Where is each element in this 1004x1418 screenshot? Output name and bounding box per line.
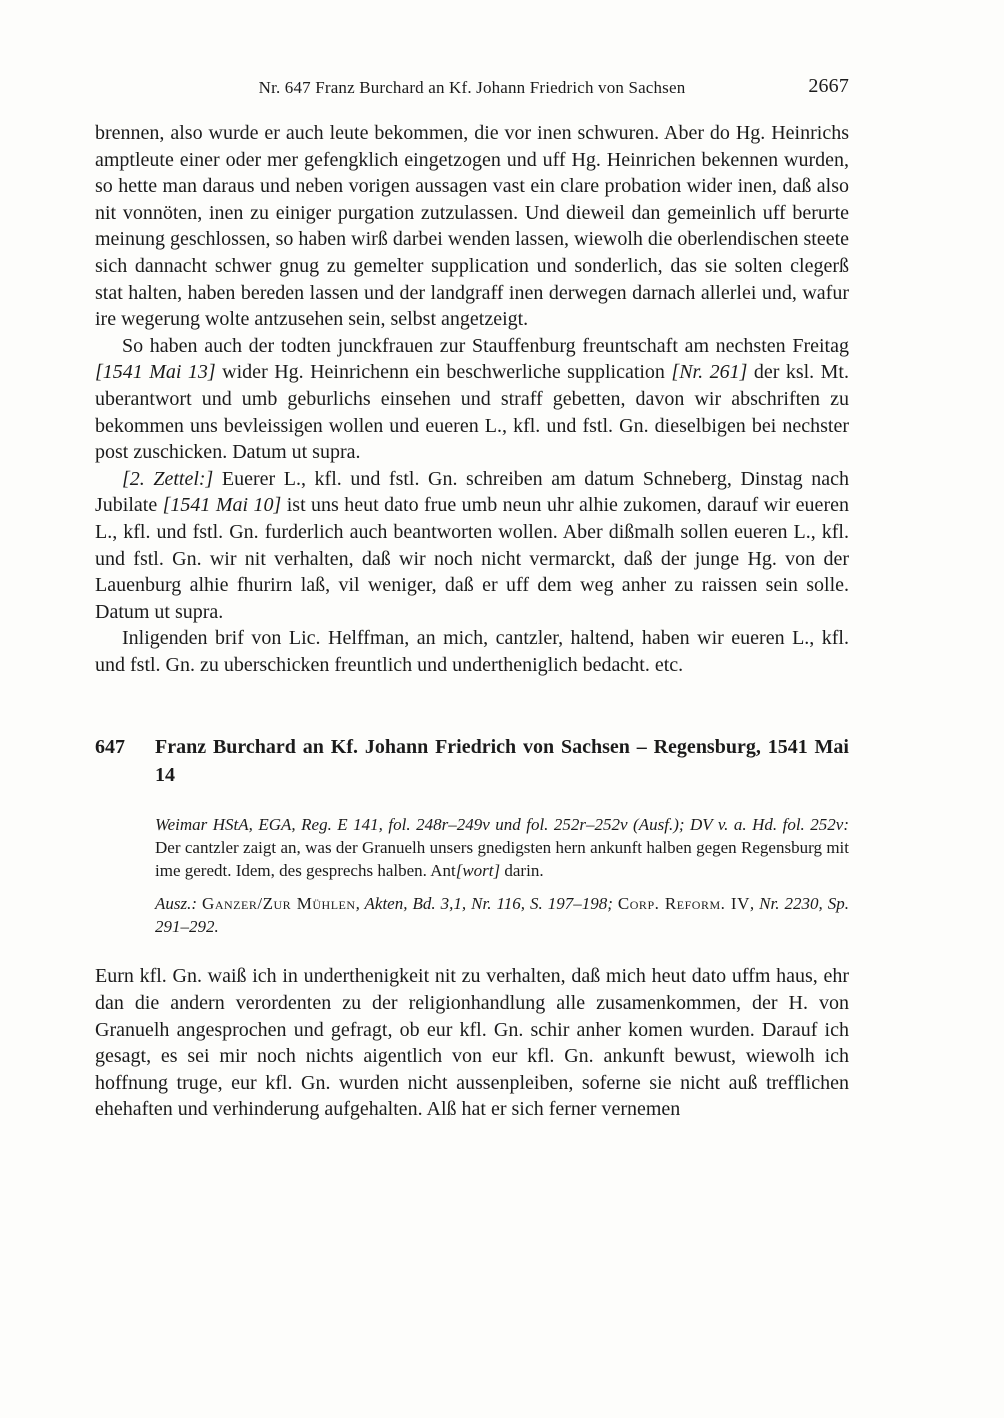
letter-text: Eurn kfl. Gn. waiß ich in underthenigkeit nit zu verhalten, daß mich heut dato uffm haus, ehr dan die andern verordenten zu der religionhandlung alle zusamenkommen, der H. von Granuelh angesprochen und gefragt, ob eur kfl. Gn. schir anher komen wurden. Darauf ich gesagt, es sei mir noch nichts aigentlich von eur kfl. Gn. ankunft bewust, wiewolh ich hoffnung truge, eur kfl. Gn. wurden nicht aussenpleiben, soferne sie nicht auß trefflichen ehehaften und verhinderung aufgehalten. Alß hat er sich ferner vernemen (95, 965, 849, 1121)
paragraph-zettel: [2. Zettel:] Euerer L., kfl. und fstl. Gn. schreiben am datum Schneberg, Dinstag nach Jubilate [1541 Mai 10] ist uns heut dato frue umb neun uhr alhie zukomen, darauf wir eueren L., kfl. und fstl. Gn. furderlich auch beantworten wollen. Aber dißmalh sollen eueren L., kfl. und fstl. Gn. wir nit verhalten, daß wir noch nicht vermarckt, daß der junge Hg. von der Lauenburg alhie fhurirn laß, vil weniger, daß er uff dem weg anher zu raissen sein solle. Datum ut supra. (95, 467, 849, 623)
paragraph: So haben auch der todten junckfrauen zur Stauffenburg freuntschaft am nechsten Freitag [1541 Mai 13] wider Hg. Heinrichenn ein beschwerliche supplication [Nr. 261] der ksl. Mt. uberantwort und umb geburlichs einsehen und straff gebetten, davon wir abschriften zu bekommen uns bevleissigen wollen und eueren L., kfl. und fstl. Gn. dieselbigen bei nechster post zuschicken. Datum ut supra. (95, 334, 849, 464)
letter-body-continued (95, 120, 849, 678)
entry-number: 647 (95, 736, 125, 759)
paragraph-closing: Inligenden brif von Lic. Helffman, an mich, cantzler, haltend, haben wir eueren L., kfl. und fstl. Gn. zu uberschicken freuntlich und undertheniglich bedacht. etc. (95, 627, 849, 676)
entry-heading (95, 734, 849, 789)
text-column (95, 75, 850, 1123)
page-number: 2667 (808, 75, 849, 97)
entry-source-block (155, 814, 849, 938)
page-header (95, 75, 849, 104)
source-reference: Weimar HStA, EGA, Reg. E 141, fol. 248r–249v und fol. 252r–252v (Ausf.); DV v. a. Hd. fol. 252v: Der cantzler zaigt an, was der Granuelh unsers gnedigsten hern ankunft halben gegen Regensburg mit ime geredt. Idem, des gesprechs halben. Ant[wort] darin. (155, 815, 849, 881)
entry-title: Franz Burchard an Kf. Johann Friedrich von Sachsen – Regensburg, 1541 Mai 14 (155, 736, 849, 786)
editions-reference: Ausz.: Ganzer/Zur Mühlen, Akten, Bd. 3,1, Nr. 116, S. 197–198; Corp. Reform. IV, Nr. 2230, Sp. 291–292. (155, 893, 850, 936)
running-head-title: Nr. 647 Franz Burchard an Kf. Johann Friedrich von Sachsen (258, 78, 686, 97)
paragraph-continuation: brennen, also wurde er auch leute bekommen, die vor inen schwuren. Aber do Hg. Heinrichs amptleute einer oder mer gefengklich eingetzogen und uff Hg. Heinrichen bekennen wurden, so hette man daraus und neben vorigen aussagen vast ein clare probation wider inen, daß also nit vonnöten, inen zu einiger purgation zutzulassen. Und dieweil dan gemeinlich uff berurte meinung geschlossen, so haben wirß darbei wenden lassen, wiewolh die oberlendischen steete sich dannacht schwer gnug zu gemelter supplication und sonderlich, das sie solten clegerß stat halten, haben bereden lassen und der landgraff inen derwegen darnach allerlei und, wafur ire wegerung wolte antzusehen sein, selbst angetzeigt. (95, 122, 849, 331)
letter-entry-647 (95, 734, 849, 1123)
